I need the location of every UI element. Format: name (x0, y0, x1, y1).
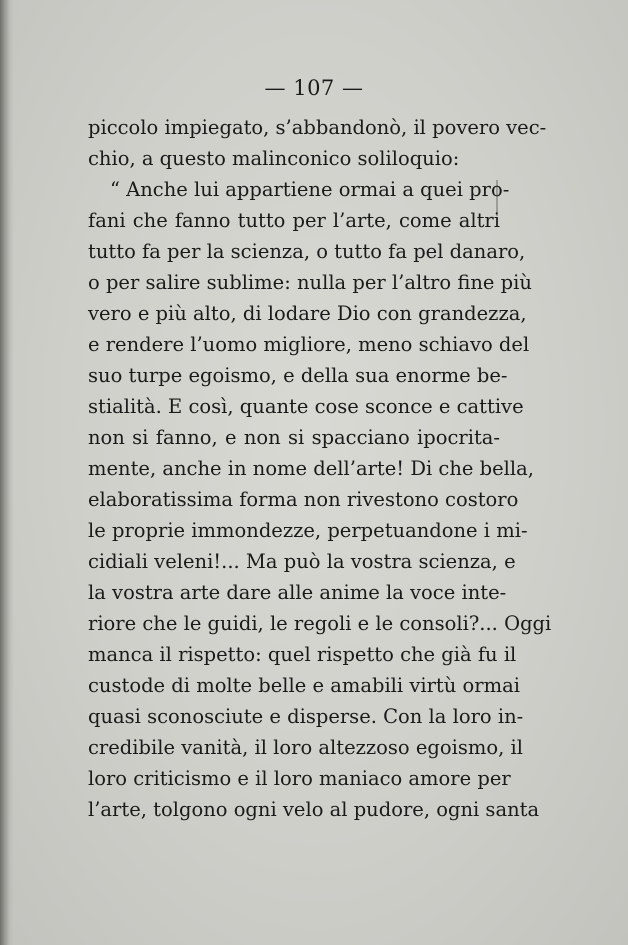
text-line: riore che le guidi, le regoli e le consoli?... Oggi (88, 612, 552, 635)
text-line: elaboratissima forma non rivestono costoro (88, 488, 519, 511)
text-line: fani che fanno tutto per l’arte, come altri (88, 209, 500, 232)
text-line: mente, anche in nome dell’arte! Di che bella, (88, 457, 534, 480)
text-line: tutto fa per la scienza, o tutto fa pel danaro, (88, 240, 526, 263)
text-line: suo turpe egoismo, e della sua enorme be- (88, 364, 508, 387)
text-line: chio, a questo malinconico soliloquio: (88, 147, 460, 170)
text-line: non si fanno, e non si spacciano ipocrita- (88, 426, 500, 449)
text-line: custode di molte belle e amabili virtù ormai (88, 674, 520, 697)
text-line: la vostra arte dare alle anime la voce inte- (88, 581, 507, 604)
text-line: le proprie immondezze, perpetuandone i mi- (88, 519, 528, 542)
text-line: “ Anche lui appartiene ormai a quei pro- (110, 178, 510, 201)
text-line: piccolo impiegato, s’abbandonò, il povero vec- (88, 116, 547, 139)
text-line: vero e più alto, di lodare Dio con grandezza, (88, 302, 527, 325)
text-line: loro criticismo e il loro maniaco amore per (88, 767, 511, 790)
text-line: cidiali veleni!... Ma può la vostra scienza, e (88, 550, 516, 573)
text-line: e rendere l’uomo migliore, meno schiavo del (88, 333, 530, 356)
page-number: — 107 — (264, 76, 364, 100)
page-body-text (88, 112, 552, 825)
text-line: credibile vanità, il loro altezzoso egoismo, il (88, 736, 523, 759)
text-line: manca il rispetto: quel rispetto che già fu il (88, 643, 517, 666)
text-line: l’arte, tolgono ogni velo al pudore, ogni santa (88, 798, 540, 821)
page-binding-shadow (0, 0, 14, 945)
text-line: quasi sconosciute e disperse. Con la loro in- (88, 705, 524, 728)
text-line: stialità. E così, quante cose sconce e cattive (88, 395, 524, 418)
text-line: o per salire sublime: nulla per l’altro fine più (88, 271, 532, 294)
